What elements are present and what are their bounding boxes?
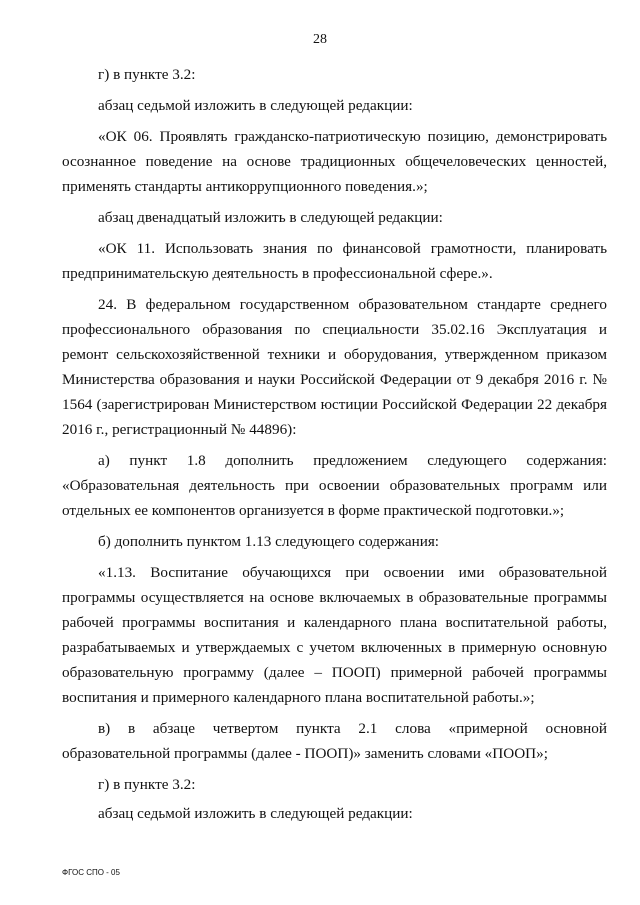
paragraph-item-a: а) пункт 1.8 дополнить предложением следующего содержания: «Образовательная деятельность при освоении образовательных программ или отдельных ее компонентов организуется в форме практической подготовки.»; [62, 452, 607, 519]
paragraph-abzac-7-2: абзац седьмой изложить в следующей редакции: [98, 805, 413, 822]
paragraph-1-13: «1.13. Воспитание обучающихся при освоении ими образовательной программы осуществляется на основе включаемых в образовательные программы рабочей программы воспитания и календарного плана воспитательной работы, разрабатываемых и утверждаемых с учетом включенных в примерную основную образовательную программу (далее – ПООП) примерной рабочей программы воспитания и примерного календарного плана воспитательной работы.»; [62, 564, 607, 706]
paragraph-item-g: г) в пункте 3.2: [98, 66, 196, 83]
paragraph-abzac-12: абзац двенадцатый изложить в следующей редакции: [98, 209, 443, 226]
paragraph-item-24: 24. В федеральном государственном образовательном стандарте среднего профессионального образования по специальности 35.02.16 Эксплуатация и ремонт сельскохозяйственной техники и оборудования, утвержденном приказом Министерства образования и науки Российской Федерации от 9 декабря 2016 г. № 1564 (зарегистрирован Министерством юстиции Российской Федерации 22 декабря 2016 г., регистрационный № 44896): [62, 296, 607, 438]
paragraph-ok-11: «ОК 11. Использовать знания по финансовой грамотности, планировать предпринимательскую деятельность в профессиональной сфере.». [62, 240, 607, 282]
paragraph-abzac-7: абзац седьмой изложить в следующей редакции: [98, 97, 413, 114]
document-body [62, 62, 607, 830]
paragraph-ok-06: «ОК 06. Проявлять гражданско-патриотическую позицию, демонстрировать осознанное поведение на основе традиционных общечеловеческих ценностей, применять стандарты антикоррупционного поведения.»; [62, 128, 607, 195]
paragraph-item-b: б) дополнить пунктом 1.13 следующего содержания: [98, 533, 440, 550]
paragraph-item-v: в) в абзаце четвертом пункта 2.1 слова «примерной основной образовательной программы (далее - ПООП)» заменить словами «ПООП»; [62, 720, 607, 762]
page-number: 28 [313, 32, 327, 47]
paragraph-item-g-2: г) в пункте 3.2: [98, 776, 196, 793]
footer-label: ФГОС СПО - 05 [62, 868, 120, 877]
